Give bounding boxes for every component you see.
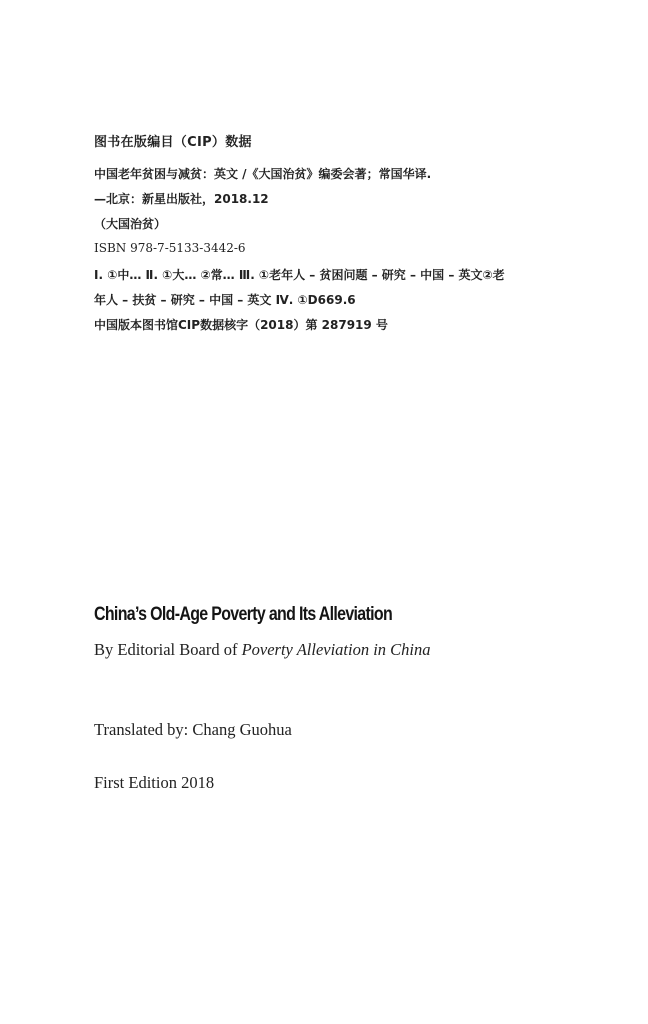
byline-prefix: By Editorial Board of [94, 640, 242, 659]
cip-line-title: 中国老年贫困与减贫：英文 /《大国治贫》编委会著；常国华译. [94, 167, 432, 181]
byline [94, 640, 431, 660]
cip-line-classification-2: 年人 – 扶贫 – 研究 – 中国 – 英文 Ⅳ. ①D669.6 [94, 293, 356, 307]
cip-line-publisher: —北京：新星出版社，2018.12 [94, 192, 269, 206]
edition-line: First Edition 2018 [94, 773, 215, 792]
cip-line-isbn: ISBN 978-7-5133-3442-6 [94, 241, 246, 255]
english-book-title: China’s Old-Age Poverty and Its Alleviation [94, 604, 393, 625]
cip-line-series: （大国治贫） [94, 217, 167, 231]
cip-heading: 图书在版编目（CIP）数据 [94, 135, 252, 150]
cip-line-classification-1: Ⅰ. ①中… Ⅱ. ①大… ②常… Ⅲ. ①老年人 – 贫困问题 – 研究 – 中国 – 英文②老 [94, 268, 505, 282]
cip-line-record-number: 中国版本图书馆CIP数据核字（2018）第 287919 号 [94, 318, 388, 332]
byline-series-title: Poverty Alleviation in China [241, 640, 431, 659]
translator-line: Translated by: Chang Guohua [94, 720, 292, 739]
